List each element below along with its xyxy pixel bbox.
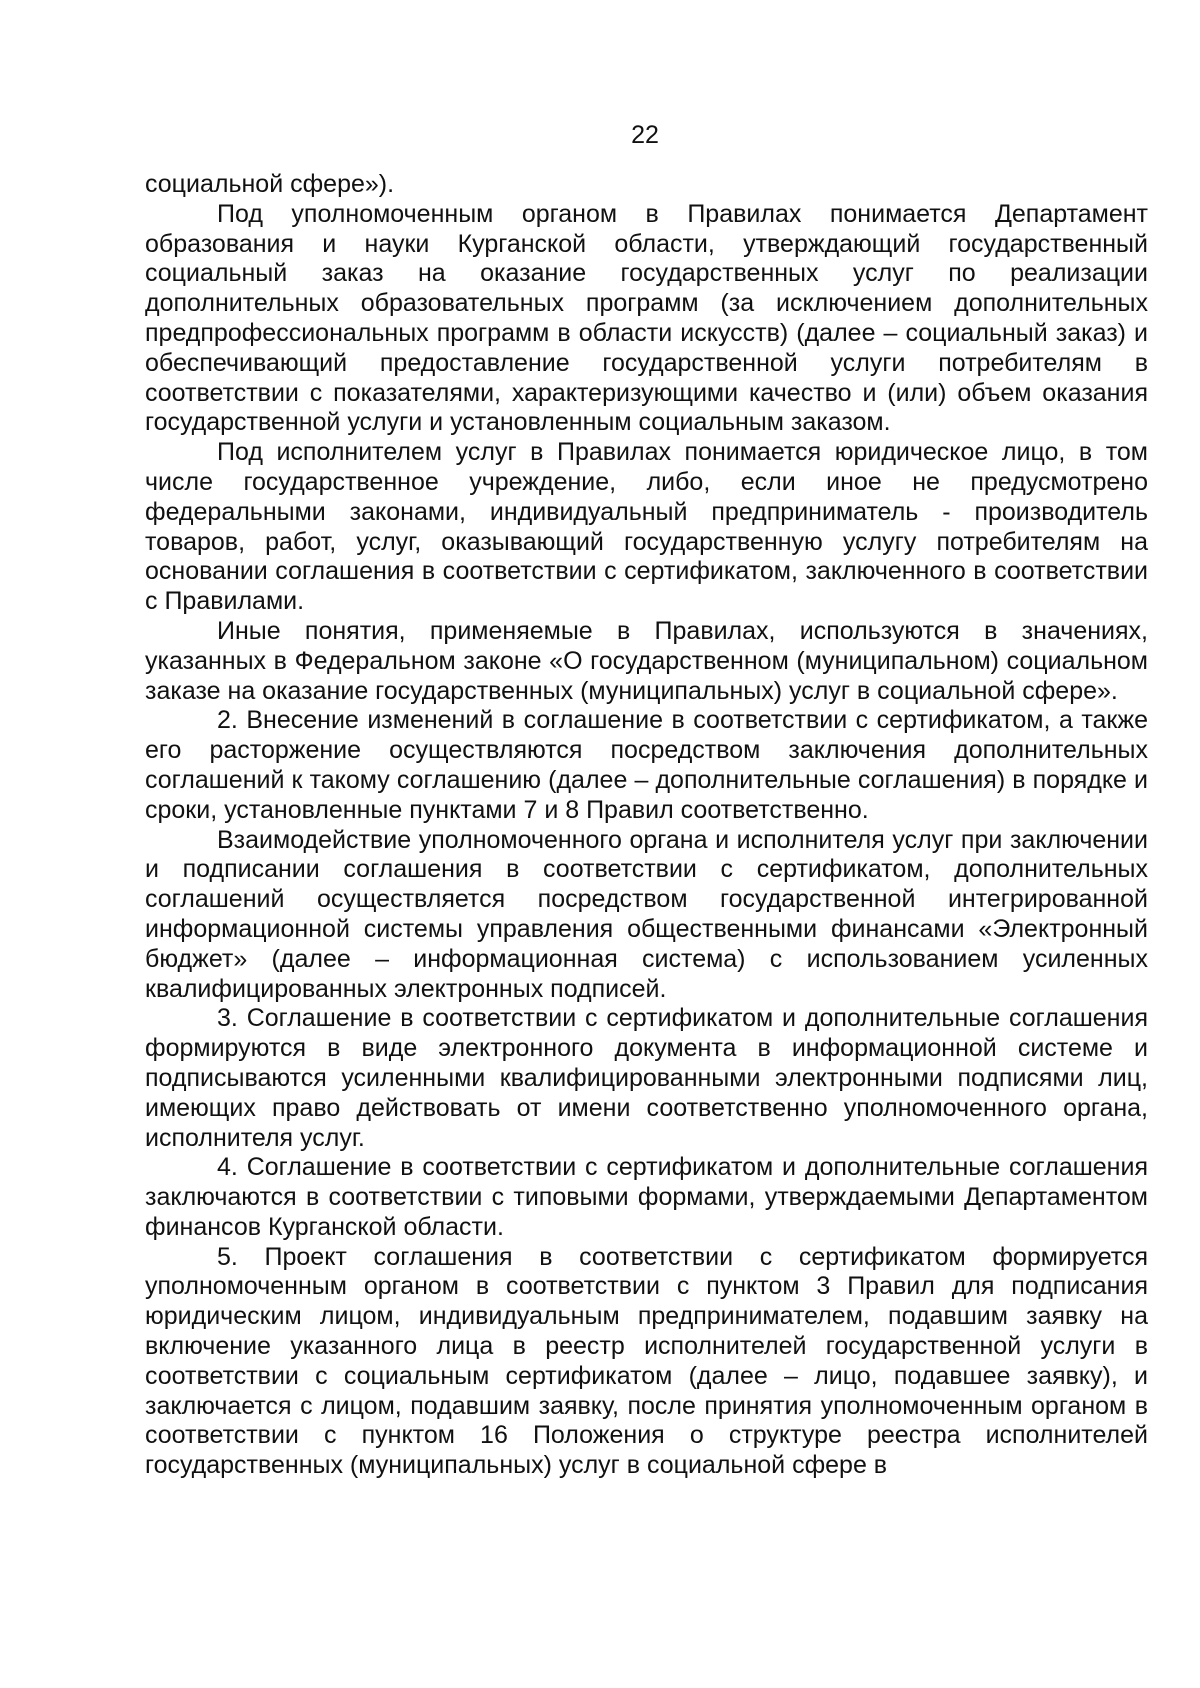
paragraph-clause-3: 3. Соглашение в соответствии с сертификатом и дополнительные соглашения формируются в виде электронного документа в информационной системе и подписываются усиленными квалифицированными электронными подписями лиц, имеющих право действовать от имени соответственно уполномоченного органа, исполнителя услуг. <box>145 1004 1148 1152</box>
paragraph-other-terms: Иные понятия, применяемые в Правилах, используются в значениях, указанных в Федеральном законе «О государственном (муниципальном) социальном заказе на оказание государственных (муниципальных) услуг в социальной сфере». <box>145 616 1148 705</box>
paragraph-interaction: Взаимодействие уполномоченного органа и исполнителя услуг при заключении и подписании соглашения в соответствии с сертификатом, дополнительных соглашений осуществляется посредством государственной интегрированной информационной системы управления общественными финансами «Электронный бюджет» (далее – информационная система) с использованием усиленных квалифицированных электронных подписей. <box>145 825 1148 1003</box>
paragraph-service-provider-definition: Под исполнителем услуг в Правилах понимается юридическое лицо, в том числе государственное учреждение, либо, если иное не предусмотрено федеральными законами, индивидуальный предприниматель - производитель товаров, работ, услуг, оказывающий государственную услугу потребителям на основании соглашения в соответствии с сертификатом, заключенного в соответствии с Правилами. <box>145 438 1148 616</box>
paragraph-authorized-body-definition: Под уполномоченным органом в Правилах понимается Департамент образования и науки Курганской области, утверждающий государственный социальный заказ на оказание государственных услуг по реализации дополнительных образовательных программ (за исключением дополнительных предпрофессиональных программ в области искусств) (далее – социальный заказ) и обеспечивающий предоставление государственной услуги потребителям в соответствии с показателями, характеризующими качество и (или) объем оказания государственной услуги и установленным социальным заказом. <box>145 199 1148 437</box>
paragraph-clause-4: 4. Соглашение в соответствии с сертификатом и дополнительные соглашения заключаются в соответствии с типовыми формами, утверждаемыми Департаментом финансов Курганской области. <box>145 1153 1148 1241</box>
paragraph-clause-2: 2. Внесение изменений в соглашение в соответствии с сертификатом, а также его расторжение осуществляются посредством заключения дополнительных соглашений к такому соглашению (далее – дополнительные соглашения) в порядке и сроки, установленные пунктами 7 и 8 Правил соответственно. <box>145 706 1148 824</box>
paragraph-continuation: социальной сфере»). <box>145 170 395 198</box>
document-body <box>145 170 1148 1481</box>
page-number: 22 <box>631 121 659 149</box>
paragraph-clause-5: 5. Проект соглашения в соответствии с сертификатом формируется уполномоченным органом в соответствии с пунктом 3 Правил для подписания юридическим лицом, индивидуальным предпринимателем, подавшим заявку на включение указанного лица в реестр исполнителей государственной услуги в соответствии с социальным сертификатом (далее – лицо, подавшее заявку), и заключается с лицом, подавшим заявку, после принятия уполномоченным органом в соответствии с пунктом 16 Положения о структуре реестра исполнителей государственных (муниципальных) услуг в социальной сфере в <box>145 1242 1148 1480</box>
